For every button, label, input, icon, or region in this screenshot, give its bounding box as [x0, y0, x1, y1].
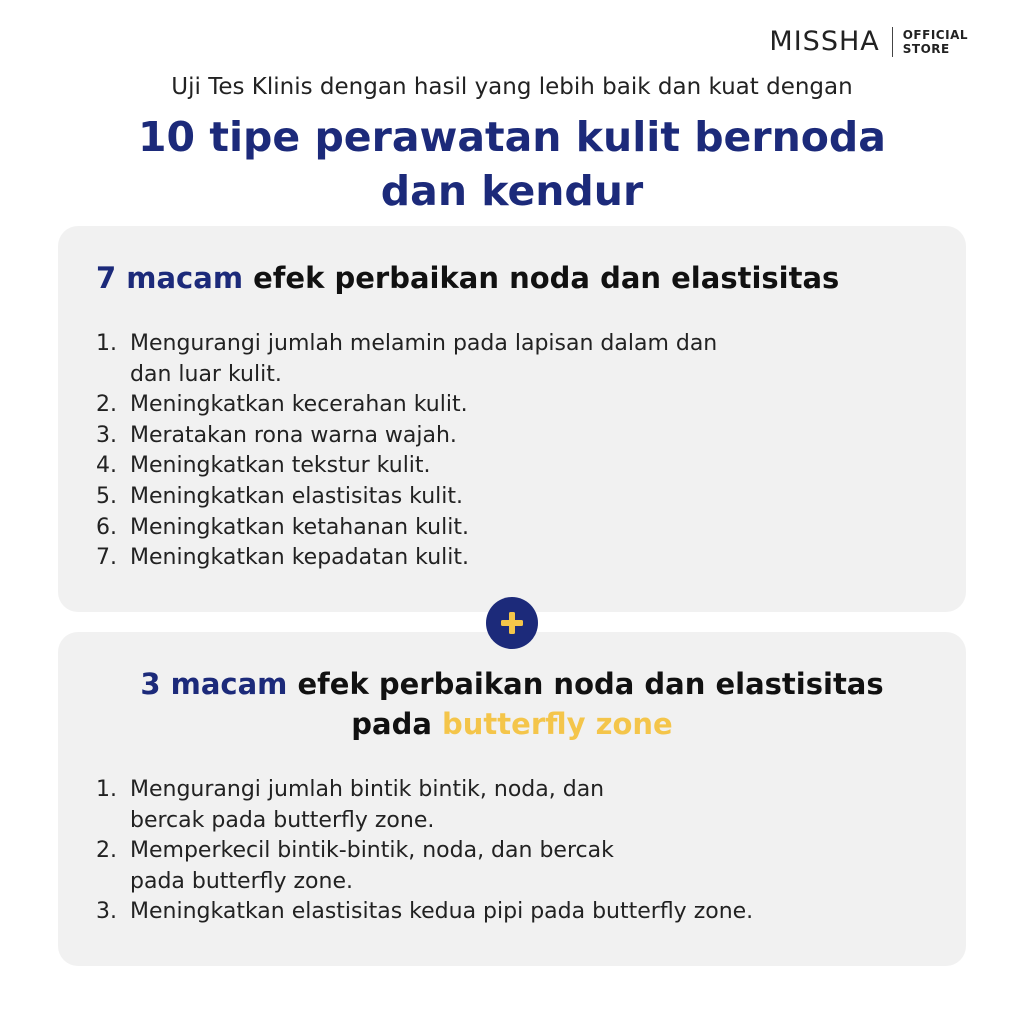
section1-title-rest: efek perbaikan noda dan elastisitas — [243, 261, 840, 295]
brand-sub-line2: STORE — [902, 41, 950, 56]
brand-logo — [769, 26, 968, 57]
list-item-text: Meningkatkan elastisitas kulit. — [130, 483, 464, 509]
list-item-line: Mengurangi jumlah bintik bintik, noda, dan — [130, 777, 605, 802]
section2-title-prefix: pada — [351, 707, 443, 741]
brand-subtitle — [903, 28, 968, 56]
brand-divider — [892, 27, 893, 57]
list-item-line: dan luar kulit. — [130, 361, 282, 387]
list-item — [96, 451, 717, 482]
section1-title — [96, 258, 839, 298]
list-item-text: Meningkatkan kepadatan kulit. — [130, 545, 469, 571]
list-item-number: 2. — [96, 392, 117, 418]
list-item — [96, 421, 717, 452]
list-item-number: 6. — [96, 514, 117, 540]
list-item-number: 3. — [96, 899, 117, 925]
list-item-text: Meningkatkan elastisitas kedua pipi pada butterfly zone. — [130, 899, 754, 925]
list-item-text: Meningkatkan kecerahan kulit. — [130, 392, 468, 418]
section2-title — [0, 664, 1024, 744]
list-item-number: 1. — [96, 331, 117, 356]
section2-list — [96, 775, 753, 928]
section2-title-line2 — [0, 704, 1024, 744]
list-item-line: Memperkecil bintik-bintik, noda, dan bercak — [130, 838, 614, 864]
section1-list — [96, 329, 717, 574]
list-item — [96, 836, 753, 897]
section1-title-highlight: 7 macam — [96, 261, 244, 295]
list-item-number: 5. — [96, 483, 117, 509]
list-item — [96, 482, 717, 513]
list-item — [96, 775, 753, 836]
list-item — [96, 329, 717, 390]
list-item-text — [130, 836, 614, 897]
list-item — [96, 897, 753, 928]
section2-title-highlight: 3 macam — [140, 667, 288, 701]
list-item-number: 7. — [96, 545, 117, 571]
list-item-text: Meningkatkan tekstur kulit. — [130, 453, 431, 479]
section2-title-rest: efek perbaikan noda dan elastisitas — [287, 667, 884, 701]
list-item-text — [130, 775, 604, 836]
brand-name: MISSHA — [769, 26, 880, 57]
list-item — [96, 390, 717, 421]
list-item-number: 4. — [96, 453, 117, 479]
list-item-line: bercak pada butterfly zone. — [130, 807, 435, 833]
section2-title-line1 — [0, 664, 1024, 704]
subtitle: Uji Tes Klinis dengan hasil yang lebih baik dan kuat dengan — [171, 74, 853, 100]
list-item-line: pada butterfly zone. — [130, 868, 353, 894]
plus-glyph — [499, 610, 525, 636]
headline-line1: 10 tipe perawatan kulit bernoda — [138, 113, 886, 161]
headline-line2: dan kendur — [380, 167, 644, 215]
plus-icon — [486, 597, 538, 649]
list-item-line: Mengurangi jumlah melamin pada lapisan dalam dan — [130, 331, 718, 356]
list-item — [96, 543, 717, 574]
list-item-text: Meningkatkan ketahanan kulit. — [130, 514, 469, 540]
list-item — [96, 513, 717, 544]
brand-sub-line1: OFFICIAL — [902, 27, 968, 42]
list-item-number: 3. — [96, 422, 117, 448]
list-item-number: 2. — [96, 838, 117, 864]
list-item-text: Meratakan rona warna wajah. — [130, 422, 457, 448]
list-item-text — [130, 329, 717, 390]
butterfly-zone-highlight: butterfly zone — [442, 707, 673, 741]
list-item-number: 1. — [96, 777, 117, 802]
headline — [0, 110, 1024, 218]
